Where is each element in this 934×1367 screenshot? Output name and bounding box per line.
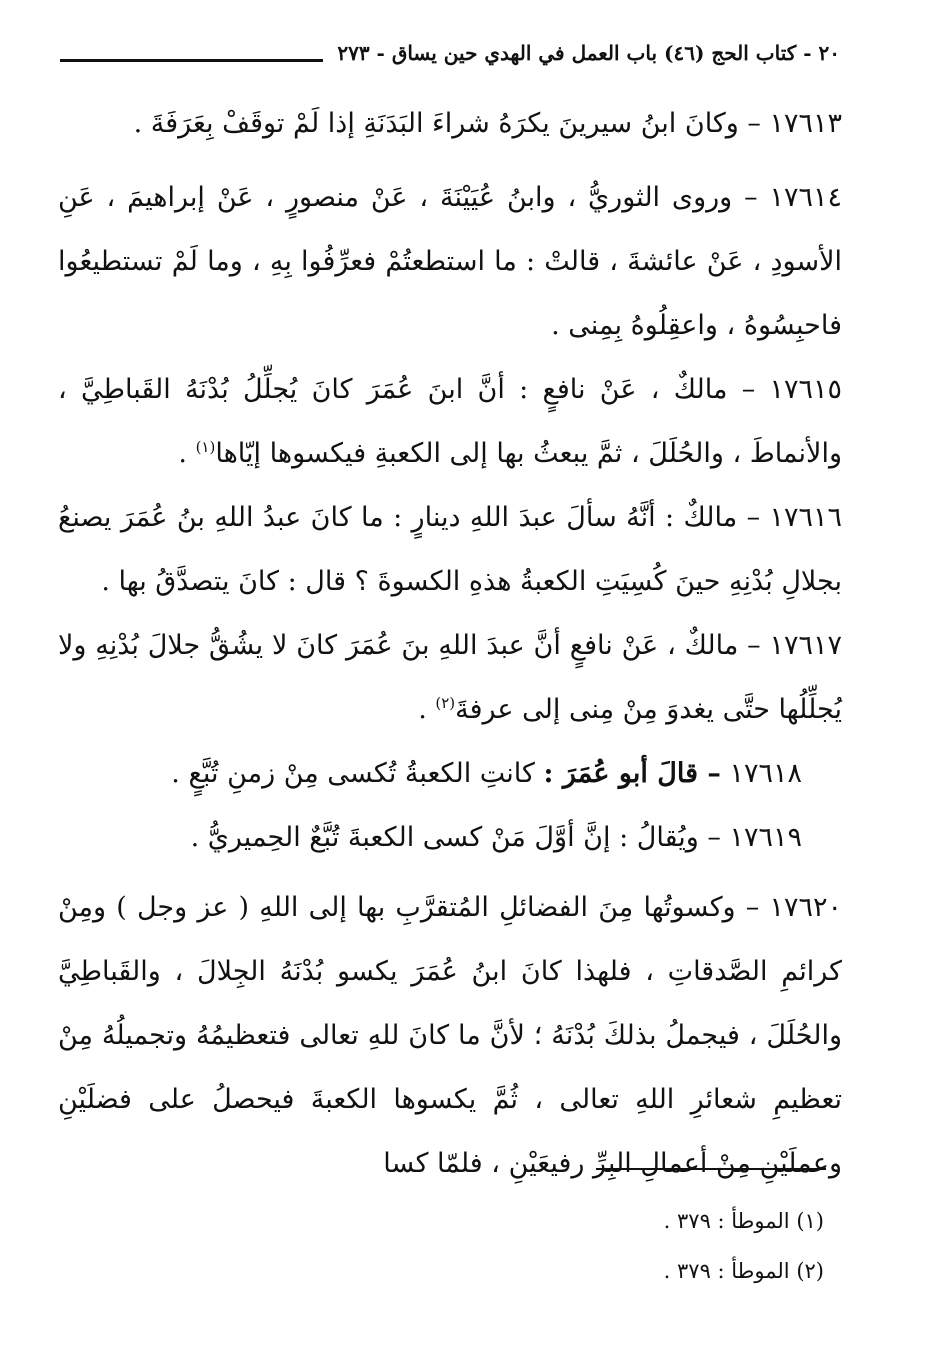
entry-number: ١٧٦١٥ — [769, 374, 842, 405]
entry-number: ١٧٦١٣ — [769, 108, 842, 139]
entry-17616 — [58, 486, 842, 614]
running-header — [60, 36, 840, 70]
footnote-label: (٢) — [796, 1259, 824, 1283]
footnote-1 — [664, 1206, 824, 1236]
entry-17615 — [58, 358, 842, 486]
footnote-ref-2[interactable]: (٢) — [435, 694, 456, 712]
entry-17619 — [58, 806, 842, 870]
header-title: ٢٠ - كتاب الحج (٤٦) باب العمل في الهدي حين يساق - ٢٧٣ — [337, 41, 840, 65]
entry-text: – ويُقالُ : إنَّ أوَّلَ مَنْ كسى الكعبةَ تُبَّعٌ الحِميريُّ . — [190, 822, 721, 853]
entry-number: ١٧٦١٧ — [769, 630, 842, 661]
header-rule — [60, 59, 323, 62]
entry-number: ١٧٦١٩ — [729, 822, 802, 853]
entry-text: – مالكٌ ، عَنْ نافعٍ أنَّ عبدَ اللهِ بنَ عُمَرَ كانَ لا يشُقُّ جلالَ بُدْنِهِ ولا يُجلِّلُها حتَّى يغدوَ مِنْ مِنى إلى عرفةَ — [58, 630, 842, 725]
footnote-text: الموطأ : ٣٧٩ . — [663, 1209, 790, 1233]
entry-text: – وكانَ ابنُ سيرينَ يكرَهُ شراءَ البَدَنَةِ إذا لَمْ توقَفْ بِعَرَفَةَ . — [133, 108, 761, 139]
entry-number: ١٧٦١٦ — [769, 502, 842, 533]
entry-number: ١٧٦٢٠ — [769, 892, 842, 923]
entry-text: كانتِ الكعبةُ تُكسى مِنْ زمنِ تُبَّعٍ . — [171, 758, 544, 789]
entry-number: ١٧٦١٨ — [729, 758, 802, 789]
footnote-separator — [596, 1168, 826, 1170]
entry-text: – وكسوتُها مِنَ الفضائلِ المُتقرَّبِ بها إلى اللهِ ( عز وجل ) ومِنْ كرائمِ الصَّدقاتِ ، فلهذا كانَ ابنُ عُمَرَ يكسو بُدْنَهُ الجِلالَ ، والقَباطِيَّ والحُلَلَ ، فيجملُ بذلكَ بُدْنَهُ ؛ لأنَّ ما كانَ للهِ تعالى فتعظيمُهُ وتجميلُهُ مِنْ تعظيمِ شعائرِ اللهِ تعالى ، ثُمَّ يكسوها الكعبةَ فيحصلُ على فضلَيْنِ وعملَيْنِ مِنْ أعمالِ البِرِّ رفيعَيْنِ ، فلمّا كسا — [58, 892, 842, 1179]
footnote-text: الموطأ : ٣٧٩ . — [663, 1259, 790, 1283]
entry-17613 — [58, 92, 842, 156]
entry-end: . — [418, 694, 436, 725]
entry-17614 — [58, 166, 842, 358]
entry-text: – مالكٌ ، عَنْ نافعٍ : أنَّ ابنَ عُمَرَ كانَ يُجلِّلُ بُدْنَهُ القَباطِيَّ ، والأنماطَ ، والحُلَلَ ، ثمَّ يبعثُ بها إلى الكعبةِ فيكسوها إيّاها — [58, 374, 842, 469]
footnote-label: (١) — [796, 1209, 824, 1233]
entry-number: ١٧٦١٤ — [769, 182, 842, 213]
entry-17617 — [58, 614, 842, 742]
footnote-ref-1[interactable]: (١) — [195, 438, 216, 456]
entry-end: . — [178, 438, 196, 469]
footnote-2 — [664, 1256, 824, 1286]
entry-lead: – قالَ أبو عُمَرَ : — [543, 758, 721, 789]
entry-17618 — [58, 742, 842, 806]
entry-17620 — [58, 876, 842, 1196]
entry-text: – مالكٌ : أنَّهُ سألَ عبدَ اللهِ دينارٍ : ما كانَ عبدُ اللهِ بنُ عُمَرَ يصنعُ بجلالِ بُدْنِهِ حينَ كُسِيَتِ الكعبةُ هذهِ الكسوةَ ؟ قال : كانَ يتصدَّقُ بها . — [58, 502, 842, 597]
entry-text: – وروى الثوريُّ ، وابنُ عُيَيْنَةَ ، عَنْ منصورٍ ، عَنْ إبراهيمَ ، عَنِ الأسودِ ، عَنْ عائشةَ ، قالتْ : ما استطعتُمْ فعرِّفُوا بِهِ ، وما لَمْ تستطيعُوا فاحبِسُوهُ ، واعقِلُوهُ بِمِنى . — [58, 182, 842, 341]
